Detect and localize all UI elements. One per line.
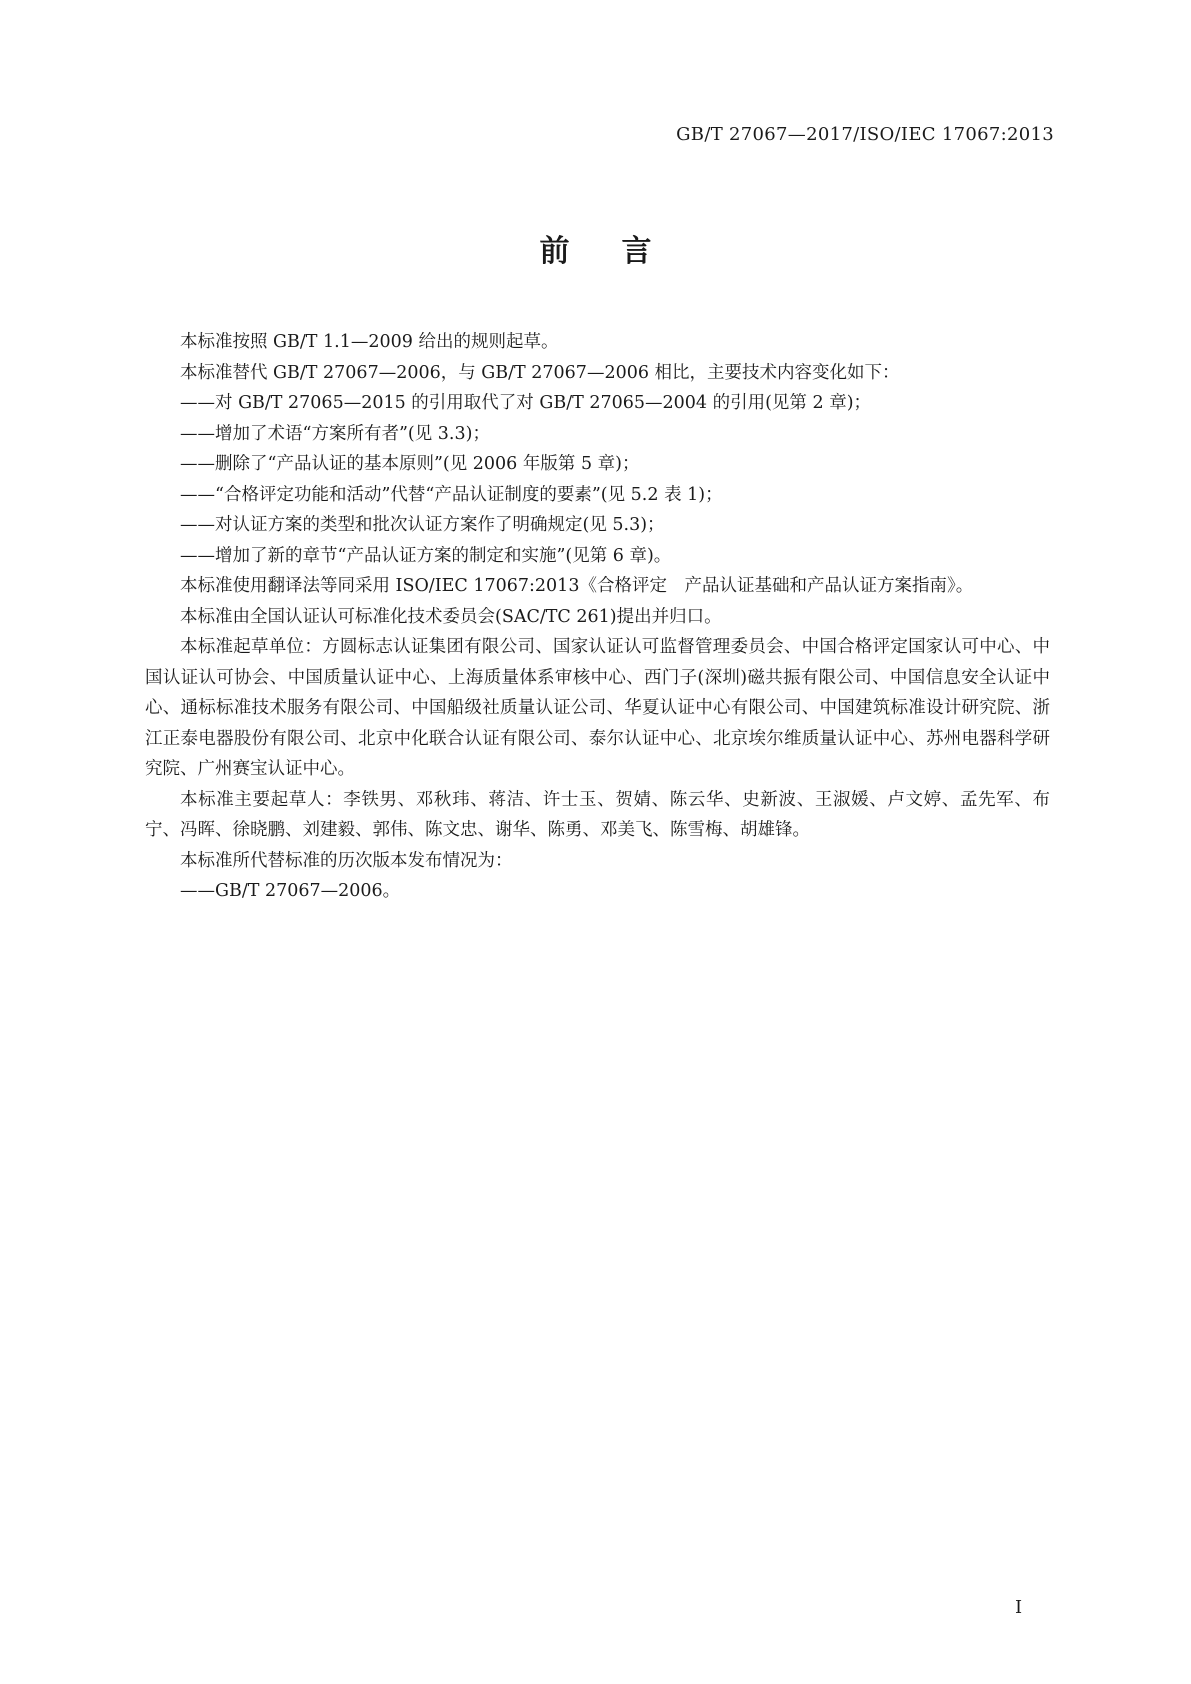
paragraph-translation: 本标准使用翻译法等同采用 ISO/IEC 17067:2013《合格评定 产品认证基础和产品认证方案指南》。 <box>180 576 974 596</box>
page-title: 前言 <box>539 234 704 269</box>
change-item: ——“合格评定功能和活动”代替“产品认证制度的要素”(见 5.2 表 1)； <box>180 484 723 505</box>
change-item: ——对 GB/T 27065—2015 的引用取代了对 GB/T 27065—2004 的引用(见第 2 章)； <box>180 393 872 413</box>
paragraph-proposed-by: 本标准由全国认证认可标准化技术委员会(SAC/TC 261)提出并归口。 <box>180 606 722 627</box>
change-item: ——删除了“产品认证的基本原则”(见 2006 年版第 5 章)； <box>180 454 640 474</box>
document-code-header: GB/T 27067—2017/ISO/IEC 17067:2013 <box>676 124 1054 145</box>
foreword-body <box>145 327 1050 907</box>
change-item: ——对认证方案的类型和批次认证方案作了明确规定(见 5.3)； <box>180 515 665 535</box>
previous-edition-item: ——GB/T 27067—2006。 <box>180 881 401 901</box>
paragraph-drafting-rules: 本标准按照 GB/T 1.1—2009 给出的规则起草。 <box>180 332 559 352</box>
paragraph-replacement: 本标准替代 GB/T 27067—2006，与 GB/T 27067—2006 相比，主要技术内容变化如下： <box>180 362 900 383</box>
paragraph-drafting-organizations: 本标准起草单位：方圆标志认证集团有限公司、国家认证认可监督管理委员会、中国合格评定国家认可中心、中国认证认可协会、中国质量认证中心、上海质量体系审核中心、西门子(深圳)磁共振有限公司、中国信息安全认证中心、通标标准技术服务有限公司、中国船级社质量认证公司、华夏认证中心有限公司、中国建筑标准设计研究院、浙江正泰电器股份有限公司、北京中化联合认证有限公司、泰尔认证中心、北京埃尔维质量认证中心、苏州电器科学研究院、广州赛宝认证中心。 <box>145 637 1050 779</box>
paragraph-drafters: 本标准主要起草人：李铁男、邓秋玮、蒋洁、许士玉、贺婧、陈云华、史新波、王淑媛、卢文婷、孟先军、布宁、冯晖、徐晓鹏、刘建毅、郭伟、陈文忠、谢华、陈勇、邓美飞、陈雪梅、胡雄锋。 <box>145 789 1050 840</box>
paragraph-previous-editions: 本标准所代替标准的历次版本发布情况为： <box>180 850 513 871</box>
change-item: ——增加了术语“方案所有者”(见 3.3)； <box>180 423 490 444</box>
page-number: I <box>1015 1597 1023 1618</box>
change-item: ——增加了新的章节“产品认证方案的制定和实施”(见第 6 章)。 <box>180 545 672 566</box>
